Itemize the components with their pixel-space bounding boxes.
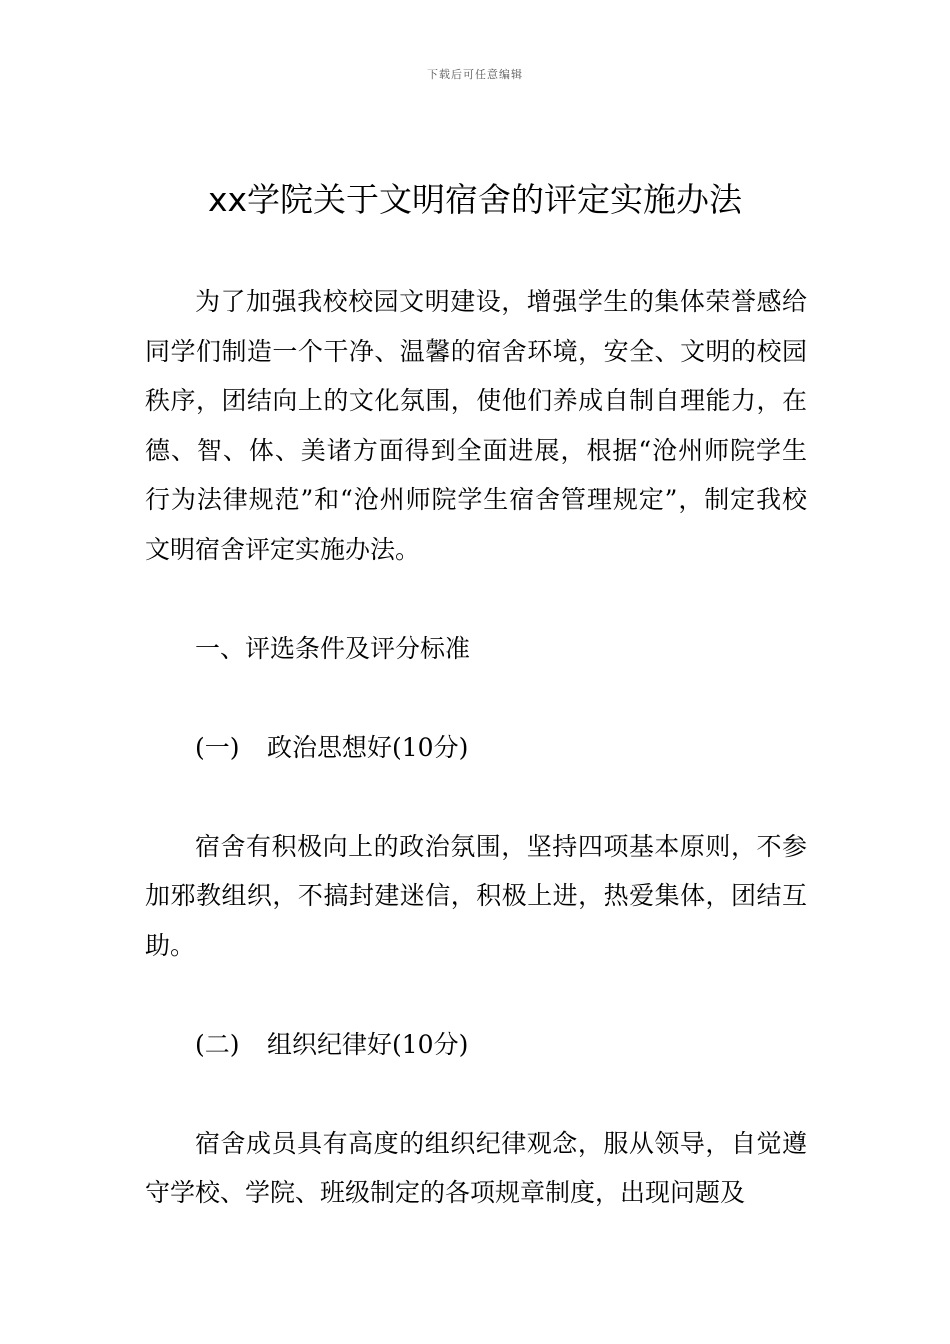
intro-paragraph: 为了加强我校校园文明建设，增强学生的集体荣誉感给同学们制造一个干净、温馨的宿舍环境，安全、文明的校园秩序，团结向上的文化氛围，使他们养成自制自理能力，在德、智、体、美诸方面得到全面进展，根据“沧州师院学生行为法律规范”和“沧州师院学生宿舍管理规定”，制定我校文明宿舍评定实施办法。 xyxy=(145,287,807,564)
subsection-number: (二) xyxy=(195,1029,240,1059)
subsection-title: 政治思想好(10分) xyxy=(267,732,469,762)
subsection-body-1: 宿舍有积极向上的政治氛围，坚持四项基本原则，不参加邪教组织，不搞封建迷信，积极上进，热爱集体，团结互助。 xyxy=(145,831,807,960)
spacer xyxy=(145,970,807,1020)
document-body xyxy=(145,277,807,1218)
page-header-note: 下载后可任意编辑 xyxy=(427,68,523,81)
document-title: xx学院关于文明宿舍的评定实施办法 xyxy=(207,180,743,219)
subsection-heading-2 xyxy=(145,1020,807,1070)
spacer xyxy=(145,574,807,624)
subsection-title: 组织纪律好(10分) xyxy=(267,1029,469,1059)
subsection-body-2: 宿舍成员具有高度的组织纪律观念，服从领导，自觉遵守学校、学院、班级制定的各项规章制度，出现问题及 xyxy=(145,1128,807,1207)
section-heading: 一、评选条件及评分标准 xyxy=(195,633,471,663)
spacer xyxy=(145,673,807,723)
spacer xyxy=(145,1069,807,1119)
spacer xyxy=(145,772,807,822)
subsection-number: (一) xyxy=(195,732,240,762)
subsection-heading-1 xyxy=(145,723,807,773)
